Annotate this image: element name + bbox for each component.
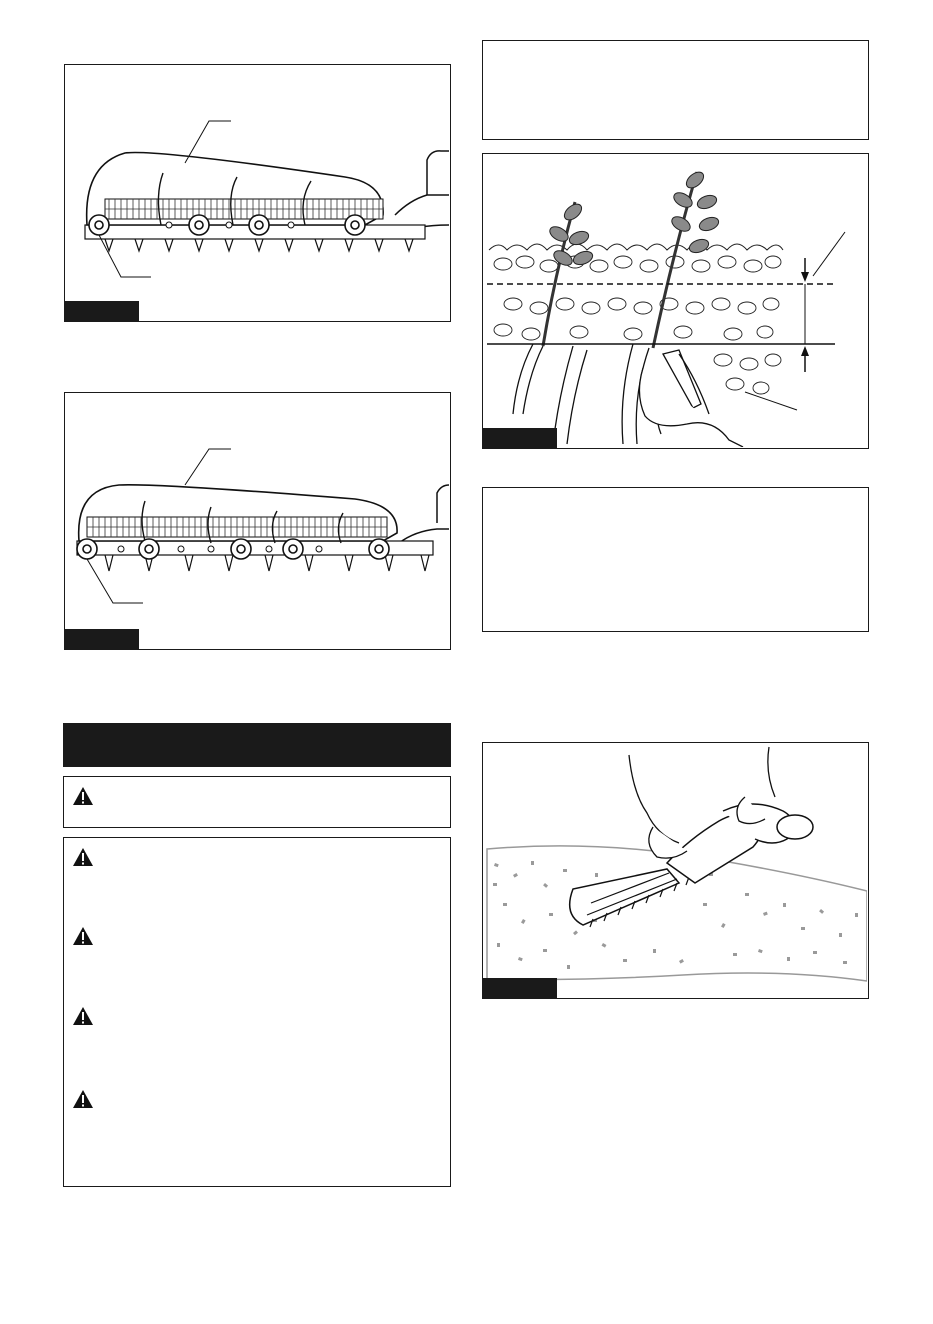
- warning-triangle-icon: [72, 847, 94, 867]
- figure-label-tab: [483, 428, 557, 448]
- hedge-blade-cover-illustration-2: [65, 393, 449, 648]
- note-box-top: [482, 40, 869, 140]
- warning-box-multi: [63, 837, 451, 1187]
- figure-1: [64, 64, 451, 322]
- figure-label-tab: [65, 301, 139, 321]
- figure-4: [482, 742, 869, 999]
- figure-3: [482, 153, 869, 449]
- warning-triangle-icon: [72, 926, 94, 946]
- hedge-blade-cover-illustration-1: [65, 65, 449, 320]
- section-title: [63, 736, 75, 753]
- hedge-pruning-illustration: [483, 154, 867, 447]
- figure-label-tab: [483, 978, 557, 998]
- figure-2: [64, 392, 451, 650]
- warning-box-single: [63, 776, 451, 828]
- warning-triangle-icon: [72, 1006, 94, 1026]
- grass-shear-trimming-illustration: [483, 743, 867, 997]
- warning-triangle-icon: [72, 786, 94, 806]
- section-header: [63, 723, 451, 767]
- figure-label-tab: [65, 629, 139, 649]
- note-box-middle: [482, 487, 869, 632]
- warning-triangle-icon: [72, 1089, 94, 1109]
